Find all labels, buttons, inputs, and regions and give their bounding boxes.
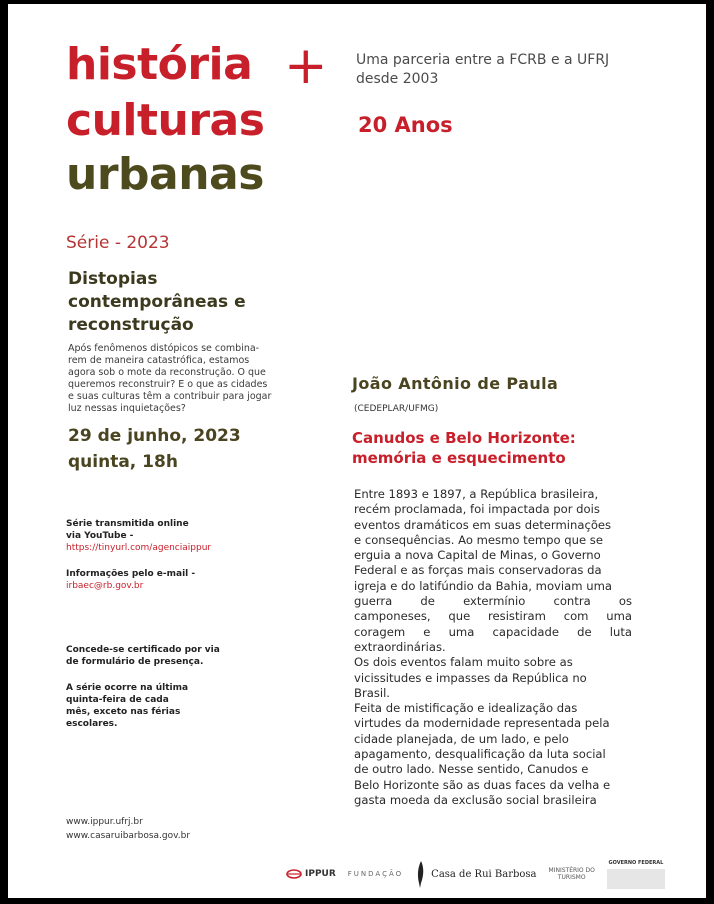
casa-rui-barbosa-logo (415, 859, 536, 889)
contact-email-link[interactable]: irbaec@rb.gov.br (66, 581, 144, 591)
governo-federal-label: GOVERNO FEDERAL (608, 859, 664, 866)
ippur-logo (286, 869, 336, 879)
abstract-line: guerra de extermínio contra os (354, 594, 632, 609)
event-date: 29 de junho, 2023 (68, 426, 241, 446)
event-poster (8, 4, 706, 898)
abstract-line: apagamento, desqualificação da luta social (354, 747, 606, 762)
contact-label: Informações pelo e-mail - (66, 569, 196, 579)
intro-line: Após fenômenos distópicos se combina- (68, 343, 260, 354)
abstract-line: vicissitudes e impasses da República no (354, 670, 587, 685)
turismo-label: TURISMO (557, 874, 586, 881)
speaker-institution: (CEDEPLAR/UFMG) (354, 404, 439, 414)
crb-logo-text: Casa de Rui Barbosa (431, 868, 537, 880)
abstract-line: recém proclamada, foi impactada por dois (354, 502, 600, 517)
abstract-line: cidade planejada, de um lado, e pelo (354, 731, 569, 746)
quill-icon (415, 859, 427, 889)
certificate-line-1: Concede-se certificado por via (66, 645, 220, 655)
event-day-time: quinta, 18h (68, 452, 178, 472)
schedule-line-3: mês, exceto nas férias (66, 707, 181, 717)
abstract-line: virtudes da modernidade representada pela (354, 716, 610, 731)
abstract-line: Brasil. (354, 685, 390, 700)
abstract-line: Os dois eventos falam muito sobre as (354, 655, 573, 670)
abstract-line: igreja e do latifúndio da Bahia, moviam uma (354, 578, 612, 593)
abstract-line: e consequências. Ao mesmo tempo que se (354, 532, 603, 547)
certificate-line-2: de formulário de presença. (66, 657, 204, 667)
intro-line: e suas culturas têm a contribuir para jogar (68, 391, 272, 402)
fundacao-label: FUNDAÇÃO (347, 870, 404, 878)
theme-line-2: contemporâneas e (68, 292, 246, 312)
abstract-line: Feita de mistificação e idealização das (354, 701, 578, 716)
abstract-line: Entre 1893 e 1897, a República brasileira, (354, 487, 599, 501)
intro-line: luz nessas inquietações? (68, 403, 186, 414)
partnership-line-2: desde 2003 (356, 71, 439, 87)
schedule-line-4: escolares. (66, 719, 118, 729)
schedule-line-2: quinta-feira de cada (66, 695, 169, 705)
website-crb-link[interactable]: www.casaruibarbosa.gov.br (66, 831, 191, 841)
certificate-info (66, 644, 220, 668)
broadcast-line-1: Série transmitida online (66, 519, 189, 529)
abstract-line: eventos dramáticos em suas determinações (354, 517, 612, 532)
abstract-line: Federal e as forças mais conservadoras da (354, 563, 602, 578)
abstract-line: gasta moeda da exclusão social brasileira (354, 792, 597, 807)
talk-title-line-1: Canudos e Belo Horizonte: (352, 429, 576, 447)
website-ippur-link[interactable]: www.ippur.ufrj.br (66, 817, 143, 827)
intro-paragraph (68, 343, 306, 415)
schedule-info (66, 682, 188, 730)
youtube-link[interactable]: https://tinyurl.com/agenciaippur (66, 543, 212, 553)
broadcast-info (66, 518, 211, 554)
talk-abstract (354, 487, 632, 808)
theme-line-3: reconstrução (68, 315, 194, 335)
talk-title (352, 428, 576, 468)
abstract-line: erguia a nova Capital de Minas, o Governo (354, 548, 601, 563)
broadcast-line-2: via YouTube - (66, 531, 134, 541)
websites (66, 815, 190, 843)
title-word-historia: história (66, 39, 253, 90)
ippur-mark-icon (286, 869, 302, 879)
intro-line: queremos reconstruir? E o que as cidades (68, 379, 268, 390)
abstract-line: extraordinárias. (354, 639, 446, 654)
abstract-line: Belo Horizonte são as duas faces da velha e (354, 777, 611, 792)
ministerio-turismo-logo (549, 867, 595, 881)
contact-info (66, 568, 195, 592)
governo-federal-logo (607, 860, 665, 889)
partnership-line-1: Uma parceria entre a FCRB e a UFRJ (356, 52, 610, 68)
title-word-urbanas: urbanas (66, 149, 264, 200)
theme-title (68, 268, 246, 337)
partner-logos (286, 856, 665, 892)
abstract-line: camponeses, que resistiram com uma (354, 609, 632, 624)
event-date-block (68, 423, 241, 475)
intro-line: rem de maneira catastrófica, estamos (68, 355, 250, 366)
speaker-name: João Antônio de Paula (352, 374, 559, 393)
series-label: Série - 2023 (66, 233, 170, 253)
theme-line-1: Distopias (68, 269, 158, 289)
title-word-culturas: culturas (66, 95, 265, 146)
plus-sign: + (284, 36, 328, 96)
ministerio-label: MINISTÉRIO DO (548, 867, 595, 874)
ippur-logo-text: IPPUR (305, 869, 336, 879)
talk-title-line-2: memória e esquecimento (352, 449, 566, 467)
anniversary-label: 20 Anos (358, 113, 453, 137)
abstract-line: coragem e uma capacidade de luta (354, 624, 632, 639)
title-line-historia (66, 40, 252, 90)
partnership-text (356, 51, 696, 89)
schedule-line-1: A série ocorre na última (66, 683, 189, 693)
governo-federal-emblem (607, 869, 665, 889)
abstract-line: de outro lado. Nesse sentido, Canudos e (354, 762, 589, 777)
intro-line: agora sob o mote da reconstrução. O que (68, 367, 266, 378)
